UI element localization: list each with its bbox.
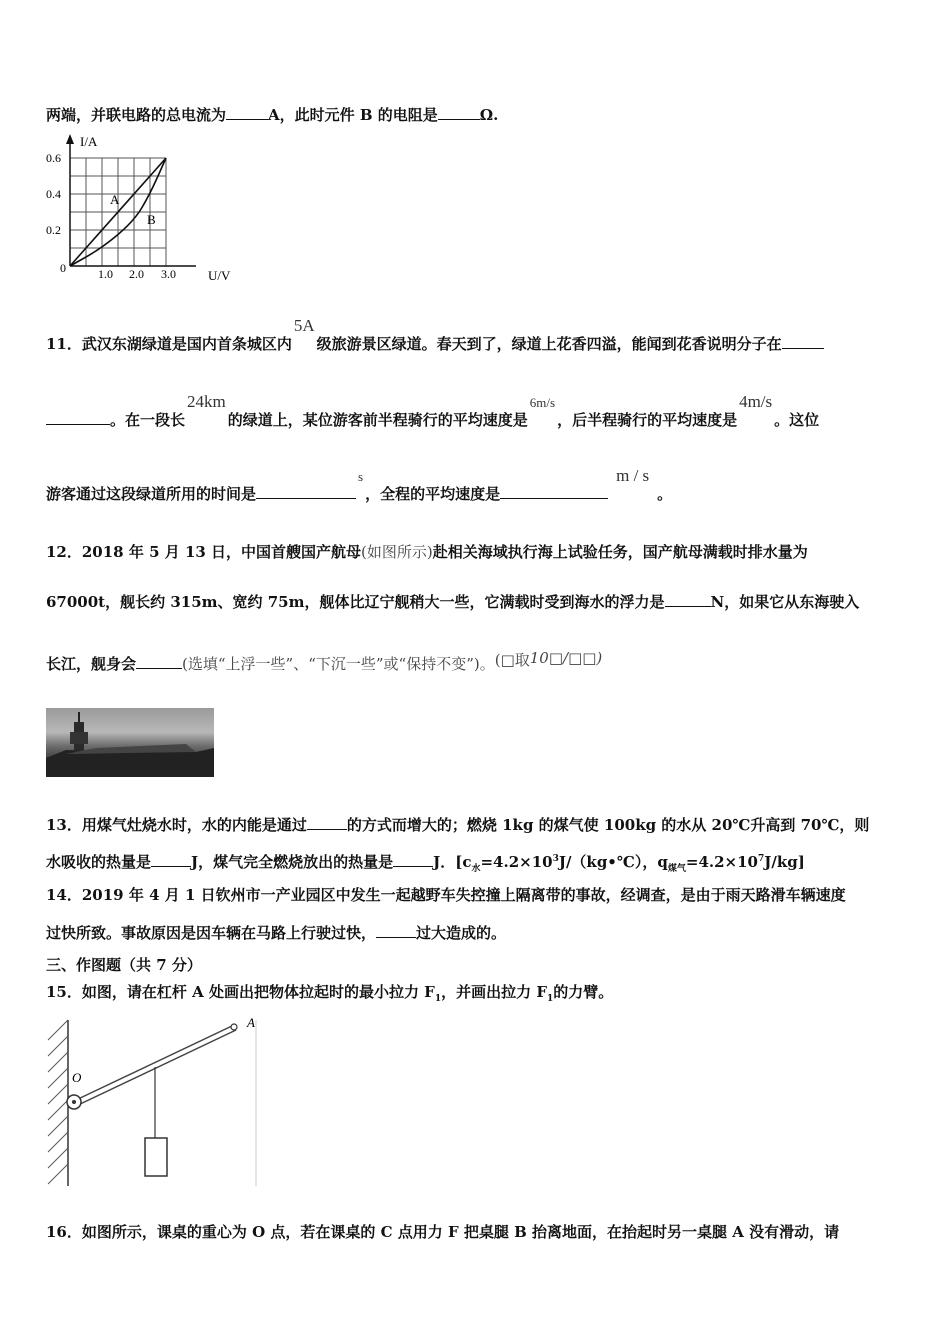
answer-blank[interactable]	[256, 482, 356, 499]
q14-line-1: 14．2019 年 4 月 1 日钦州市一产业园区中发生一起越野车失控撞上隔离带的事故，经调查，是由于雨天路滑车辆速度	[46, 886, 846, 904]
math-4ms: 4m/s	[739, 392, 773, 411]
y-tick-label: 0.6	[46, 151, 61, 165]
answer-blank[interactable]	[307, 813, 347, 830]
y-tick-label: 0.2	[46, 223, 61, 237]
carrier-silhouette-icon	[46, 708, 214, 777]
answer-blank[interactable]	[782, 332, 824, 349]
label-a: A	[247, 1015, 255, 1030]
math-24km: 24km	[187, 392, 226, 411]
q12-line-3: 长江，舰身会 (选填“上浮一些”、“下沉一些”或“保持不变”)。(□取10□/□□)	[46, 649, 603, 673]
iu-graph	[40, 128, 240, 288]
pivot-center-icon	[72, 1100, 76, 1104]
q12-line-2: 67000t，舰长约 315m、宽约 75m，舰体比辽宁舰稍大一些，它满载时受到海水的浮力是 N，如果它从东海驶入	[46, 590, 859, 612]
lever-rod-edge	[76, 1030, 236, 1106]
q16-line: 16．如图所示，课桌的重心为 O 点，若在课桌的 C 点用力 F 把桌腿 B 抬离地面，在抬起时另一桌腿 A 没有滑动，请	[46, 1223, 840, 1241]
answer-blank[interactable]	[376, 921, 416, 938]
y-axis-arrow-icon	[66, 134, 74, 144]
answer-blank[interactable]	[46, 408, 110, 425]
answer-blank[interactable]	[226, 103, 268, 120]
q12-line-1: 12．2018 年 5 月 13 日，中国首艘国产航母(如图所示)赴相关海域执行海上试验任务，国产航母满载时排水量为	[46, 543, 808, 561]
q14-line-2: 过快所致。事故原因是因车辆在马路上行驶过快， 过大造成的。	[46, 921, 506, 943]
answer-blank[interactable]	[151, 850, 191, 867]
q10-line: 两端，并联电路的总电流为 A，此时元件 B 的电阻是 Ω.	[46, 103, 498, 125]
q13-line-1: 13．用煤气灶烧水时，水的内能是通过 的方式而增大的；燃烧 1kg 的煤气使 100kg 的水从 20℃升高到 70℃，则	[46, 813, 869, 835]
aircraft-carrier-photo	[46, 708, 214, 777]
answer-blank[interactable]	[393, 850, 433, 867]
q11-line-2: 。在一段长24km的绿道上，某位游客前半程骑行的平均速度是6m/s，后半程骑行的平均速度是4m/s。这位	[46, 408, 819, 431]
q15-line: 15．如图，请在杠杆 A 处画出把物体拉起时的最小拉力 $F_1$，并画出拉力 $F_1$的力臂。	[46, 983, 614, 1004]
origin-label: 0	[60, 261, 66, 275]
answer-blank[interactable]	[438, 103, 480, 120]
x-axis-title: U/V	[208, 268, 231, 283]
point-a-icon	[231, 1024, 237, 1030]
math-6ms: 6m/s	[529, 395, 556, 410]
y-tick-label: 0.4	[46, 187, 61, 201]
x-tick-label: 2.0	[129, 267, 144, 281]
q11-line-1: 11．武汉东湖绿道是国内首条城区内5A级旅游景区绿道。春天到了，绿道上花香四溢，能闻到花香说明分子在	[46, 332, 824, 354]
math-ms: m / s	[616, 466, 650, 485]
curve-label-a: A	[110, 192, 120, 207]
hanging-weight	[145, 1138, 167, 1176]
math-s: s	[358, 469, 364, 484]
y-axis-title: I/A	[80, 134, 98, 149]
math-5a: 5A	[293, 316, 315, 335]
answer-blank[interactable]	[500, 482, 608, 499]
q11-line-3: 游客通过这段绿道所用的时间是s，全程的平均速度是m / s。	[46, 466, 673, 503]
section-title: 三、作图题（共 7 分）	[46, 956, 202, 974]
answer-blank[interactable]	[136, 652, 182, 669]
lever-diagram	[44, 1010, 264, 1190]
answer-blank[interactable]	[665, 590, 711, 607]
label-o: O	[72, 1070, 82, 1085]
q13-line-2: 水吸收的热量是 J，煤气完全燃烧放出的热量是 J．[$c_水=4.2\times 10^3J/(kg•℃)$，$q_{煤气}=4.2\times 10^7J/kg$]	[46, 849, 805, 879]
x-tick-label: 3.0	[161, 267, 176, 281]
wall-hatching	[48, 1020, 68, 1184]
x-tick-label: 1.0	[98, 267, 113, 281]
curve-label-b: B	[147, 212, 156, 227]
